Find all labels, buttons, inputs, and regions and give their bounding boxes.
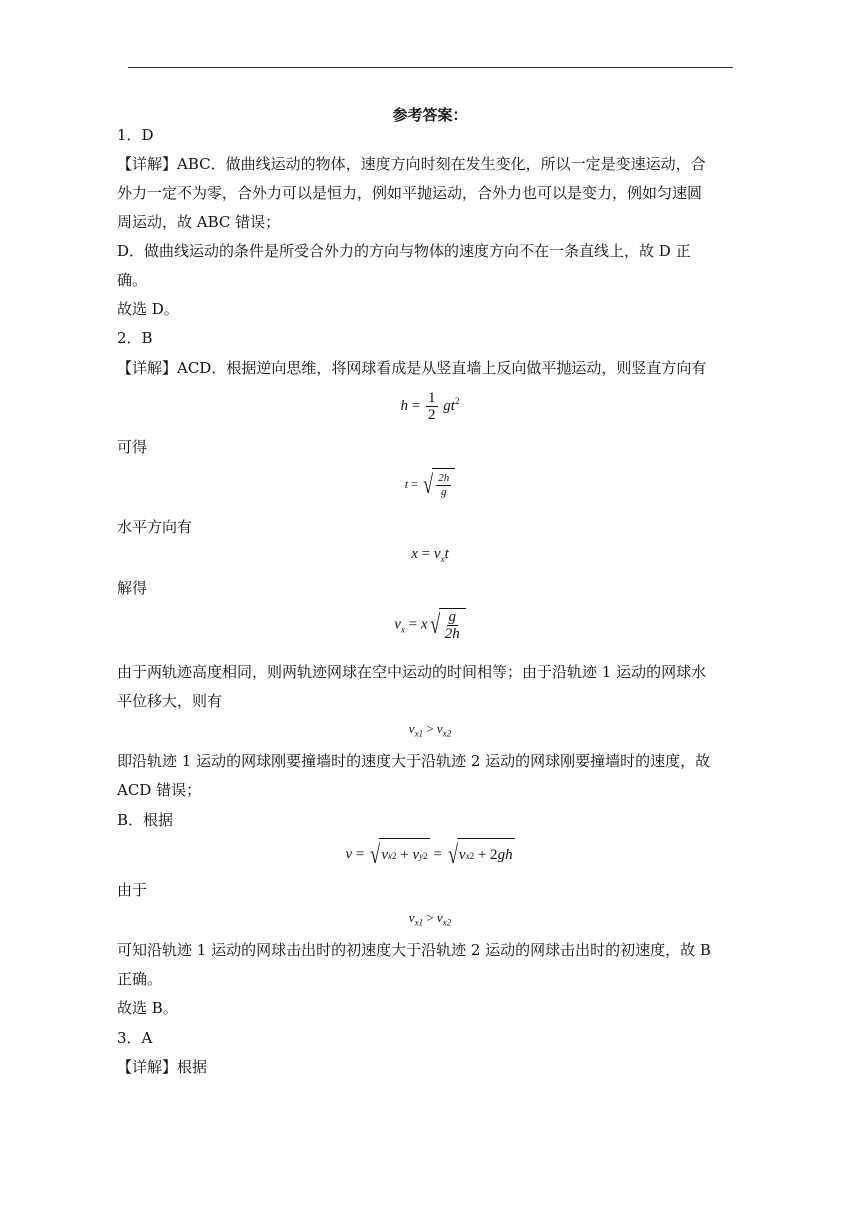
q2-line-5: 由于两轨迹高度相同，则两轨迹网球在空中运动的时间相等；由于沿轨迹 1 运动的网球水 bbox=[117, 663, 707, 681]
equation-x: $x = v_xt$ bbox=[411, 546, 449, 564]
equation-t: t = √ $\frac{2h}{g}$ bbox=[0, 468, 860, 502]
equation-vx1-gt-vx2: $v_{x1} > v_{x2}$ bbox=[408, 721, 452, 739]
q3-line-1: 【详解】根据 bbox=[117, 1058, 208, 1076]
equation-vx1-gt-vx2-2: $v_{x1} > v_{x2}$ bbox=[408, 910, 452, 928]
header-rule bbox=[128, 67, 733, 68]
q2-line-1: 【详解】ACD．根据逆向思维，将网球看成是从竖直墙上反向做平抛运动，则竖直方向有 bbox=[117, 359, 707, 377]
q2-line-2: 可得 bbox=[117, 438, 148, 456]
q2-line-9: B．根据 bbox=[117, 811, 174, 829]
q2-line-6: 平位移大，则有 bbox=[117, 692, 223, 710]
q2-line-11: 可知沿轨迹 1 运动的网球击出时的初速度大于沿轨迹 2 运动的网球击出时的初速度，故 B bbox=[117, 941, 711, 959]
q2-line-3: 水平方向有 bbox=[117, 518, 193, 536]
q1-line-5: 确。 bbox=[117, 271, 148, 289]
q2-line-13: 故选 B。 bbox=[117, 999, 178, 1017]
q1-line-6: 故选 D。 bbox=[117, 300, 179, 318]
q2-line-10: 由于 bbox=[117, 881, 148, 899]
answer-2: 2．B bbox=[117, 329, 153, 347]
answer-1: 1．D bbox=[117, 126, 154, 144]
q1-line-2: 外力一定不为零，合外力可以是恒力，例如平抛运动，合外力也可以是变力，例如匀速圆 bbox=[117, 184, 703, 202]
q2-line-7: 即沿轨迹 1 运动的网球刚要撞墙时的速度大于沿轨迹 2 运动的网球刚要撞墙时的速度，故 bbox=[117, 752, 711, 770]
equation-h: h = $\frac{1}{2}$ $gt^2$ bbox=[400, 390, 460, 423]
q2-line-4: 解得 bbox=[117, 579, 148, 597]
equation-v: v = √ v x 2 + v y 2 = √ v x 2 + 2 gh bbox=[0, 838, 860, 872]
equation-vx: $v_x = x$ √ $\frac{g}{2h}$ bbox=[0, 608, 860, 642]
q1-line-4: D．做曲线运动的条件是所受合外力的方向与物体的速度方向不在一条直线上，故 D 正 bbox=[117, 242, 691, 260]
q2-line-12: 正确。 bbox=[117, 970, 163, 988]
q2-line-8: ACD 错误； bbox=[117, 781, 202, 799]
q1-line-3: 周运动，故 ABC 错误； bbox=[117, 213, 281, 231]
page-title: 参考答案： bbox=[392, 106, 468, 124]
answer-3: 3．A bbox=[117, 1029, 153, 1047]
q1-line-1: 【详解】ABC．做曲线运动的物体，速度方向时刻在发生变化，所以一定是变速运动，合 bbox=[117, 155, 706, 173]
